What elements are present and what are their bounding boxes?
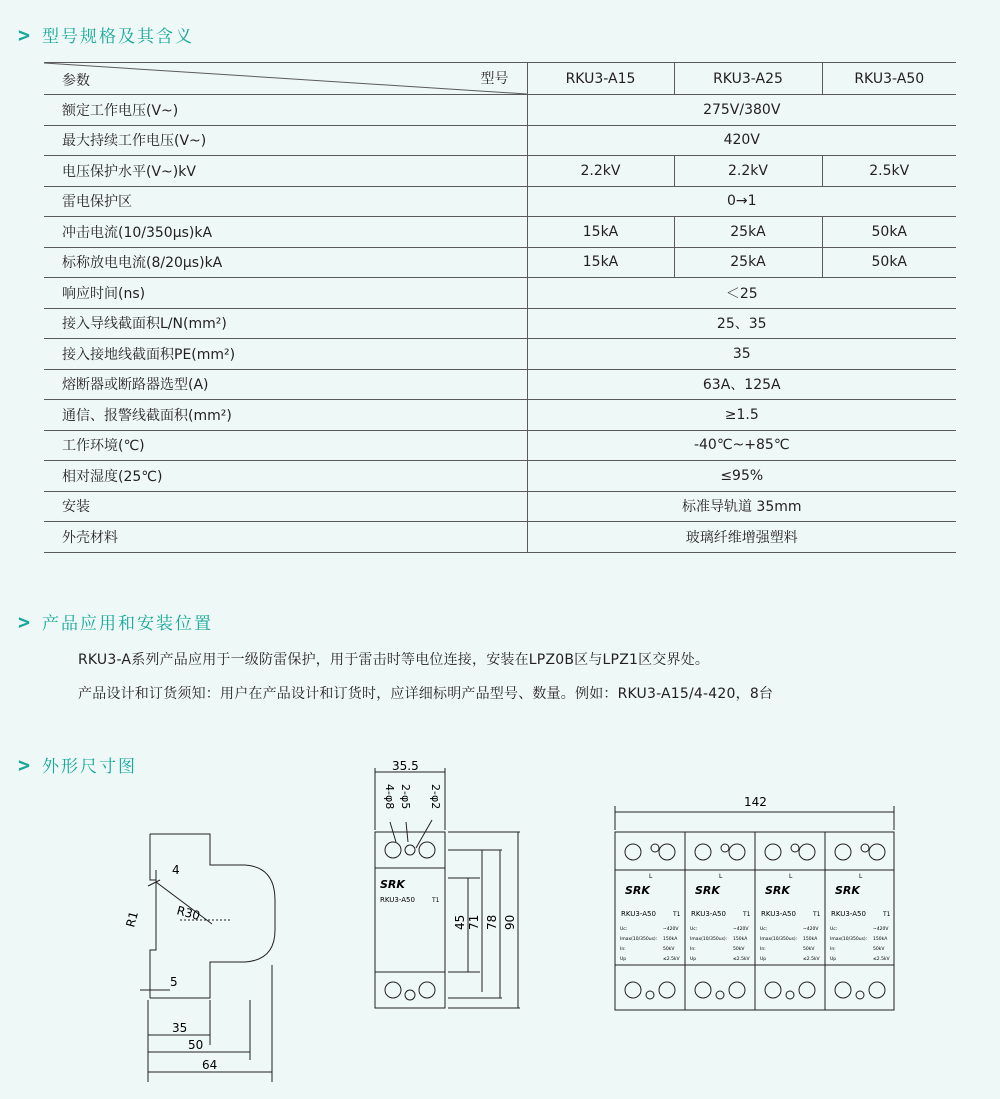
terminal-label: L bbox=[859, 873, 863, 880]
spec-value: ≤2.5kV bbox=[803, 957, 820, 962]
terminal-hole bbox=[651, 844, 659, 852]
terminal-label: L bbox=[649, 873, 653, 880]
spec-value: ≤2.5kV bbox=[873, 957, 890, 962]
module-model: RKU3-A50 bbox=[691, 910, 726, 918]
spec-key: Up bbox=[830, 957, 837, 962]
section-title-text: 产品应用和安装位置 bbox=[42, 614, 214, 634]
param-value: 2.2kV bbox=[527, 156, 674, 187]
table-row bbox=[44, 247, 956, 278]
side-view-drawing bbox=[120, 820, 290, 1090]
spec-value: 50kV bbox=[663, 947, 675, 952]
table-row bbox=[44, 339, 956, 370]
table-row bbox=[44, 217, 956, 248]
brand-label: SRK bbox=[695, 884, 720, 897]
param-value: 标准导轨道 35mm bbox=[527, 491, 956, 522]
spec-value: ~420V bbox=[803, 927, 819, 932]
spec-key: In: bbox=[760, 947, 766, 952]
table-row bbox=[44, 369, 956, 400]
terminal-hole bbox=[695, 844, 711, 860]
param-label: 通信、报警线截面积(mm²) bbox=[44, 400, 527, 431]
param-value: 15kA bbox=[527, 217, 674, 248]
dim-r1: R1 bbox=[123, 909, 142, 929]
param-label: 响应时间(ns) bbox=[44, 278, 527, 309]
spec-table bbox=[44, 62, 956, 553]
spec-value: ≤2.5kV bbox=[663, 957, 680, 962]
diagonal-line bbox=[44, 63, 527, 94]
terminal-hole bbox=[659, 844, 675, 860]
spec-key: Uc: bbox=[620, 927, 628, 932]
dim-r30: R30 bbox=[175, 903, 202, 924]
module-model: RKU3-A50 bbox=[831, 910, 866, 918]
spec-value: ≤2.5kV bbox=[733, 957, 750, 962]
chevron-right-icon: > bbox=[18, 23, 33, 47]
dim-71: 71 bbox=[467, 914, 481, 930]
table-row bbox=[44, 156, 956, 187]
module-badge: T1 bbox=[883, 911, 891, 918]
terminal-hole bbox=[869, 844, 885, 860]
module-badge: T1 bbox=[432, 897, 440, 904]
param-value: 0→1 bbox=[527, 186, 956, 217]
param-value: 玻璃纤维增强塑料 bbox=[527, 522, 956, 553]
multi-view-drawing bbox=[610, 790, 900, 1015]
dim-45: 45 bbox=[453, 914, 467, 930]
param-label: 雷电保护区 bbox=[44, 186, 527, 217]
param-value: 25kA bbox=[674, 247, 822, 278]
param-label: 相对湿度(25℃) bbox=[44, 461, 527, 492]
spec-key: In: bbox=[830, 947, 836, 952]
param-value: -40℃~+85℃ bbox=[527, 430, 956, 461]
table-row bbox=[44, 278, 956, 309]
section-title-dimensions bbox=[18, 752, 137, 777]
param-label: 外壳材料 bbox=[44, 522, 527, 553]
terminal-hole bbox=[646, 991, 654, 999]
param-value: ≤95% bbox=[527, 461, 956, 492]
model-header: RKU3-A15 bbox=[527, 63, 674, 95]
application-text-1: RKU3-A系列产品应用于一级防雷保护，用于雷击时等电位连接，安装在LPZ0B区与LPZ1区交界处。 bbox=[78, 652, 710, 668]
spec-value: ~420V bbox=[663, 927, 679, 932]
dim-64: 64 bbox=[202, 1058, 218, 1072]
dim-78: 78 bbox=[485, 914, 499, 930]
param-value: 35 bbox=[527, 339, 956, 370]
spec-value: 150kA bbox=[733, 937, 748, 942]
dim-4-phi8: 4-φ8 bbox=[383, 784, 396, 810]
param-label: 接入导线截面积L/N(mm²) bbox=[44, 308, 527, 339]
terminal-hole bbox=[799, 982, 815, 998]
terminal-hole bbox=[791, 844, 799, 852]
spec-value: 50kV bbox=[803, 947, 815, 952]
spec-key: Imax(10/350us): bbox=[830, 937, 868, 942]
param-value: 50kA bbox=[822, 247, 956, 278]
section-title-application bbox=[18, 609, 213, 634]
table-row bbox=[44, 186, 956, 217]
header-diagonal-cell bbox=[44, 63, 527, 95]
terminal-hole bbox=[765, 844, 781, 860]
param-value: 275V/380V bbox=[527, 95, 956, 126]
table-row bbox=[44, 95, 956, 126]
spec-key: Up bbox=[620, 957, 627, 962]
brand-label: SRK bbox=[625, 884, 650, 897]
spec-key: Uc: bbox=[830, 927, 838, 932]
terminal-hole bbox=[786, 991, 794, 999]
dim-142: 142 bbox=[744, 795, 767, 809]
param-label: 工作环境(℃) bbox=[44, 430, 527, 461]
param-value: 2.2kV bbox=[674, 156, 822, 187]
param-label: 标称放电电流(8/20μs)kA bbox=[44, 247, 527, 278]
param-label: 额定工作电压(V~) bbox=[44, 95, 527, 126]
brand-label: SRK bbox=[765, 884, 790, 897]
param-value: 420V bbox=[527, 125, 956, 156]
application-text-2: 产品设计和订货须知：用户在产品设计和订货时，应详细标明产品型号、数量。例如：RKU3-A15/4-420，8台 bbox=[78, 686, 774, 702]
dim-2-phi2: 2-φ2 bbox=[429, 784, 442, 810]
dim-35: 35 bbox=[172, 1021, 188, 1035]
terminal-hole bbox=[765, 982, 781, 998]
spec-key: Uc: bbox=[760, 927, 768, 932]
dim-5: 5 bbox=[170, 975, 178, 989]
spec-value: 150kA bbox=[873, 937, 888, 942]
spec-value: ~420V bbox=[733, 927, 749, 932]
spec-key: Imax(10/350us): bbox=[620, 937, 658, 942]
spec-key: Uc: bbox=[690, 927, 698, 932]
dim-90: 90 bbox=[503, 914, 517, 930]
side-rail bbox=[150, 834, 156, 998]
header-param: 参数 bbox=[62, 73, 90, 89]
model-header: RKU3-A25 bbox=[674, 63, 822, 95]
side-outline bbox=[150, 834, 275, 998]
brand-label: SRK bbox=[380, 878, 405, 891]
spec-key: Up bbox=[760, 957, 767, 962]
terminal-hole bbox=[856, 991, 864, 999]
table-row bbox=[44, 400, 956, 431]
module-model: RKU3-A50 bbox=[761, 910, 796, 918]
spec-key: Up bbox=[690, 957, 697, 962]
spec-key: Imax(10/350us): bbox=[760, 937, 798, 942]
dim-4: 4 bbox=[172, 863, 180, 877]
terminal-hole bbox=[716, 991, 724, 999]
spec-key: In: bbox=[620, 947, 626, 952]
module-badge: T1 bbox=[673, 911, 681, 918]
table-row bbox=[44, 461, 956, 492]
table-row bbox=[44, 430, 956, 461]
terminal-hole bbox=[729, 844, 745, 860]
param-value: 50kA bbox=[822, 217, 956, 248]
terminal-hole bbox=[625, 844, 641, 860]
spec-value: 50kV bbox=[733, 947, 745, 952]
spec-key: Imax(10/350us): bbox=[690, 937, 728, 942]
spec-value: 150kA bbox=[803, 937, 818, 942]
dim-2-phi5: 2-φ5 bbox=[399, 784, 412, 810]
module-badge: T1 bbox=[743, 911, 751, 918]
chevron-right-icon: > bbox=[18, 753, 33, 777]
terminal-hole bbox=[835, 982, 851, 998]
module-model: RKU3-A50 bbox=[621, 910, 656, 918]
front-view-drawing bbox=[360, 760, 530, 1015]
header-model: 型号 bbox=[480, 71, 509, 87]
dim-35-5: 35.5 bbox=[392, 760, 419, 773]
spec-key: In: bbox=[690, 947, 696, 952]
brand-label: SRK bbox=[835, 884, 860, 897]
terminal-label: L bbox=[789, 873, 793, 880]
param-label: 接入接地线截面积PE(mm²) bbox=[44, 339, 527, 370]
param-value: 25kA bbox=[674, 217, 822, 248]
model-header: RKU3-A50 bbox=[822, 63, 956, 95]
terminal-label: L bbox=[719, 873, 723, 880]
section-title-text: 外形尺寸图 bbox=[42, 757, 138, 777]
terminal-hole bbox=[695, 982, 711, 998]
param-value: ≥1.5 bbox=[527, 400, 956, 431]
param-label: 电压保护水平(V~)kV bbox=[44, 156, 527, 187]
table-row bbox=[44, 522, 956, 553]
terminal-hole bbox=[625, 982, 641, 998]
module-body bbox=[375, 832, 445, 1008]
param-value: 2.5kV bbox=[822, 156, 956, 187]
terminal-hole bbox=[861, 844, 869, 852]
table-row bbox=[44, 308, 956, 339]
param-value: ＜25 bbox=[527, 278, 956, 309]
table-row bbox=[44, 125, 956, 156]
table-header-row bbox=[44, 63, 956, 95]
spec-value: 150kA bbox=[663, 937, 678, 942]
dim-50: 50 bbox=[188, 1038, 204, 1052]
param-label: 冲击电流(10/350μs)kA bbox=[44, 217, 527, 248]
param-label: 最大持续工作电压(V~) bbox=[44, 125, 527, 156]
terminal-hole bbox=[729, 982, 745, 998]
spec-value: ~420V bbox=[873, 927, 889, 932]
module-badge: T1 bbox=[813, 911, 821, 918]
terminal-hole bbox=[869, 982, 885, 998]
param-value: 15kA bbox=[527, 247, 674, 278]
terminal-hole bbox=[659, 982, 675, 998]
chevron-right-icon: > bbox=[18, 610, 33, 634]
section-title-text: 型号规格及其含义 bbox=[42, 27, 195, 47]
param-label: 熔断器或断路器选型(A) bbox=[44, 369, 527, 400]
terminal-hole bbox=[835, 844, 851, 860]
spec-value: 50kV bbox=[873, 947, 885, 952]
param-value: 63A、125A bbox=[527, 369, 956, 400]
terminal-hole bbox=[721, 844, 729, 852]
section-title-spec bbox=[18, 22, 194, 47]
param-label: 安装 bbox=[44, 491, 527, 522]
table-row bbox=[44, 491, 956, 522]
terminal-hole bbox=[799, 844, 815, 860]
param-value: 25、35 bbox=[527, 308, 956, 339]
module-model: RKU3-A50 bbox=[380, 896, 415, 904]
